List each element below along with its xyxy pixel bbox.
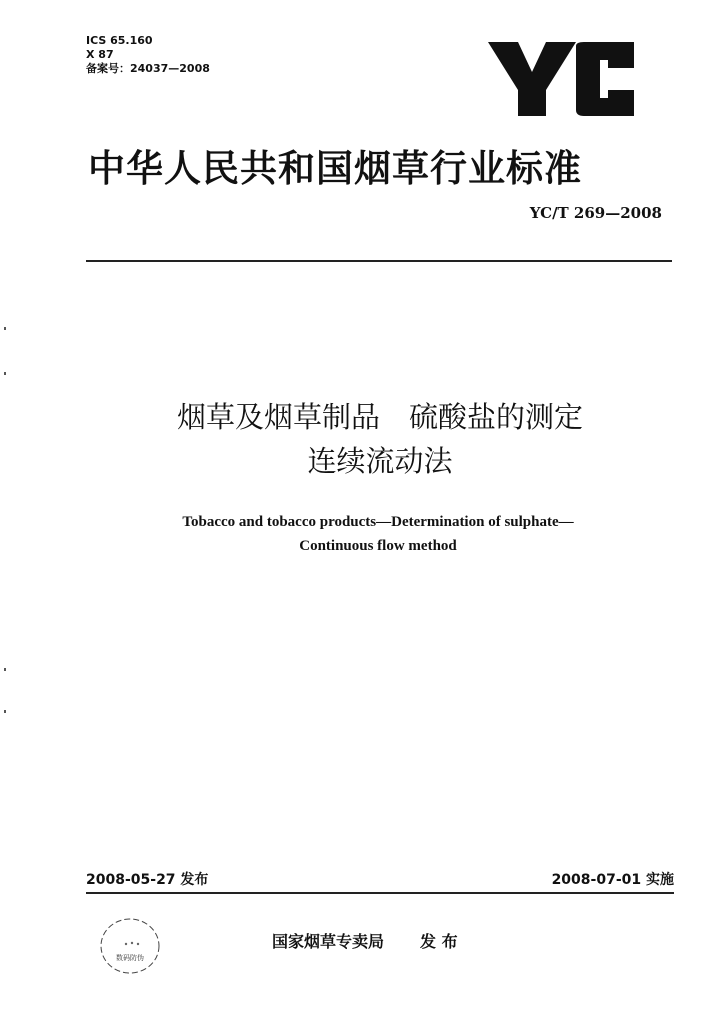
scan-artifact <box>4 372 6 375</box>
issuer-line <box>272 929 458 952</box>
classification-code: X 87 <box>86 48 114 61</box>
issue-date: 2008-05-27 发布 <box>86 872 209 888</box>
yc-logo <box>488 34 638 120</box>
chinese-title-line-1: 烟草及烟草制品 硫酸盐的测定 <box>176 400 583 434</box>
standard-code: YC/T 269—2008 <box>529 204 662 222</box>
anti-counterfeit-seal <box>98 910 168 980</box>
scan-artifact <box>4 710 6 713</box>
ics-code: ICS 65.160 <box>86 34 153 47</box>
scan-artifact <box>4 668 6 671</box>
standard-name: 中华人民共和国烟草行业标准 <box>88 147 582 190</box>
chinese-title-line-2: 连续流动法 <box>307 444 453 478</box>
metadata-block <box>86 34 210 76</box>
filing-number: 备案号：24037—2008 <box>86 62 210 75</box>
issue-label: 发 布 <box>420 932 458 951</box>
svg-text:数码防伪: 数码防伪 <box>116 954 144 962</box>
issuing-authority: 国家烟草专卖局 <box>272 932 385 951</box>
chinese-title <box>0 395 720 483</box>
english-title <box>0 510 720 558</box>
scan-artifact <box>4 327 6 330</box>
implementation-date: 2008-07-01 实施 <box>551 872 674 888</box>
top-divider <box>86 260 672 262</box>
english-title-line-2: Continuous flow method <box>299 538 457 554</box>
bottom-divider <box>86 892 674 894</box>
english-title-line-1: Tobacco and tobacco products—Determination of sulphate— <box>182 514 574 530</box>
